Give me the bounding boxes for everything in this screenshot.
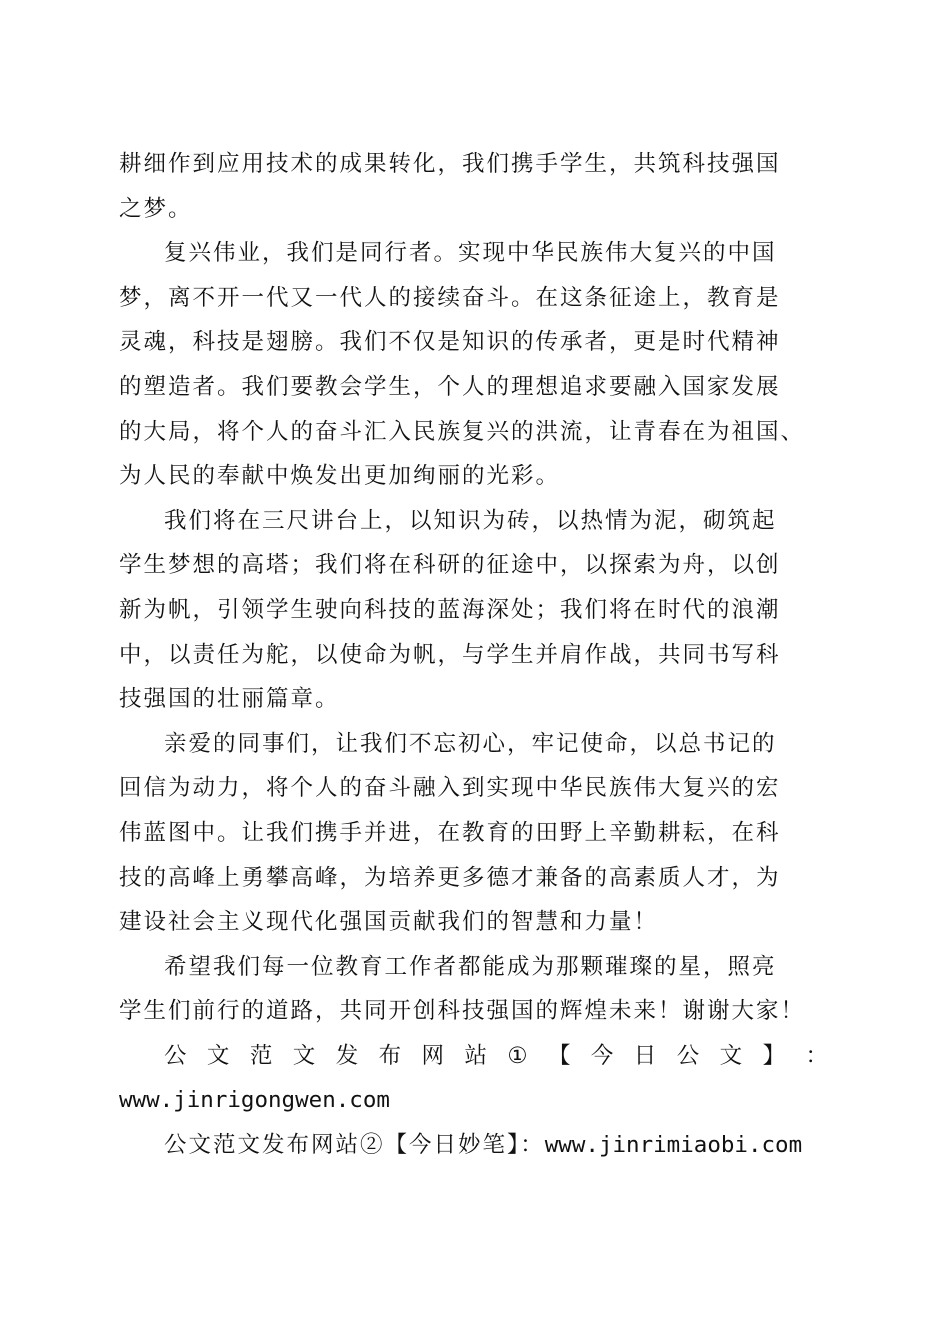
text-line: 复兴伟业，我们是同行者。实现中华民族伟大复兴的中国 (164, 240, 777, 267)
paragraph-1 (119, 142, 830, 231)
text-line: 建设社会主义现代化强国贡献我们的智慧和力量！ (119, 909, 659, 936)
label-char: 公 (164, 1042, 189, 1069)
text-line: 的塑造者。我们要教会学生，个人的理想追求要融入国家发展 (119, 373, 781, 400)
label-char: 文 (206, 1042, 232, 1069)
document-body (119, 142, 830, 1168)
text-line: 的大局，将个人的奋斗汇入民族复兴的洪流，让青春在为祖国、 (119, 418, 806, 445)
text-line: 亲爱的同事们，让我们不忘初心，牢记使命，以总书记的 (164, 730, 777, 757)
paragraph-3 (119, 499, 830, 722)
label-char: ： (805, 1042, 830, 1069)
label-char: 】 (762, 1042, 788, 1069)
label-char: 今 (590, 1042, 616, 1069)
site-2-label: 公文范文发布网站②【今日妙笔】： (164, 1132, 545, 1159)
paragraph-4 (119, 722, 830, 945)
label-char: 日 (633, 1042, 659, 1069)
text-line: 灵魂，科技是翅膀。我们不仅是知识的传承者，更是时代精神 (119, 329, 781, 356)
label-char: 【 (547, 1042, 573, 1069)
paragraph-2 (119, 231, 830, 499)
footer-site-2 (119, 1123, 830, 1168)
text-line: 希望我们每一位教育工作者都能成为那颗璀璨的星，照亮 (164, 953, 777, 980)
label-char: 布 (378, 1042, 404, 1069)
text-line: 回信为动力，将个人的奋斗融入到实现中华民族伟大复兴的宏 (119, 775, 781, 802)
label-char: 发 (335, 1042, 361, 1069)
label-char: 文 (292, 1042, 318, 1069)
label-char: 文 (719, 1042, 745, 1069)
text-line: 技强国的壮丽篇章。 (119, 686, 340, 713)
footer-site-1 (119, 1034, 830, 1123)
site-2-line (119, 1123, 830, 1168)
text-line: 学生们前行的道路，共同开创科技强国的辉煌未来！谢谢大家！ (119, 998, 806, 1025)
text-line: 中，以责任为舵，以使命为帆，与学生并肩作战，共同书写科 (119, 641, 781, 668)
label-char: 范 (249, 1042, 275, 1069)
text-line: 学生梦想的高塔；我们将在科研的征途中，以探索为舟，以创 (119, 552, 781, 579)
label-char: 站 (464, 1042, 489, 1069)
site-1-url[interactable]: www.jinrigongwen.com (119, 1087, 390, 1114)
text-line: 之梦。 (119, 195, 193, 222)
text-line: 伟蓝图中。让我们携手并进，在教育的田野上辛勤耕耘，在科 (119, 819, 781, 846)
text-line: 我们将在三尺讲台上，以知识为砖，以热情为泥，砌筑起 (164, 507, 777, 534)
text-line: 新为帆，引领学生驶向科技的蓝海深处；我们将在时代的浪潮 (119, 596, 781, 623)
text-line: 为人民的奉献中焕发出更加绚丽的光彩。 (119, 463, 561, 490)
text-line: 耕细作到应用技术的成果转化，我们携手学生，共筑科技强国 (119, 151, 781, 177)
paragraph-5 (119, 945, 830, 1034)
site-1-label (119, 1034, 830, 1079)
label-char: 公 (676, 1042, 702, 1069)
text-line: 技的高峰上勇攀高峰，为培养更多德才兼备的高素质人才，为 (119, 864, 781, 891)
site-2-url[interactable]: www.jinrimiaobi.com (544, 1132, 803, 1159)
text-line: 梦，离不开一代又一代人的接续奋斗。在这条征途上，教育是 (119, 284, 781, 311)
label-char: ① (507, 1042, 530, 1069)
label-char: 网 (421, 1042, 447, 1069)
